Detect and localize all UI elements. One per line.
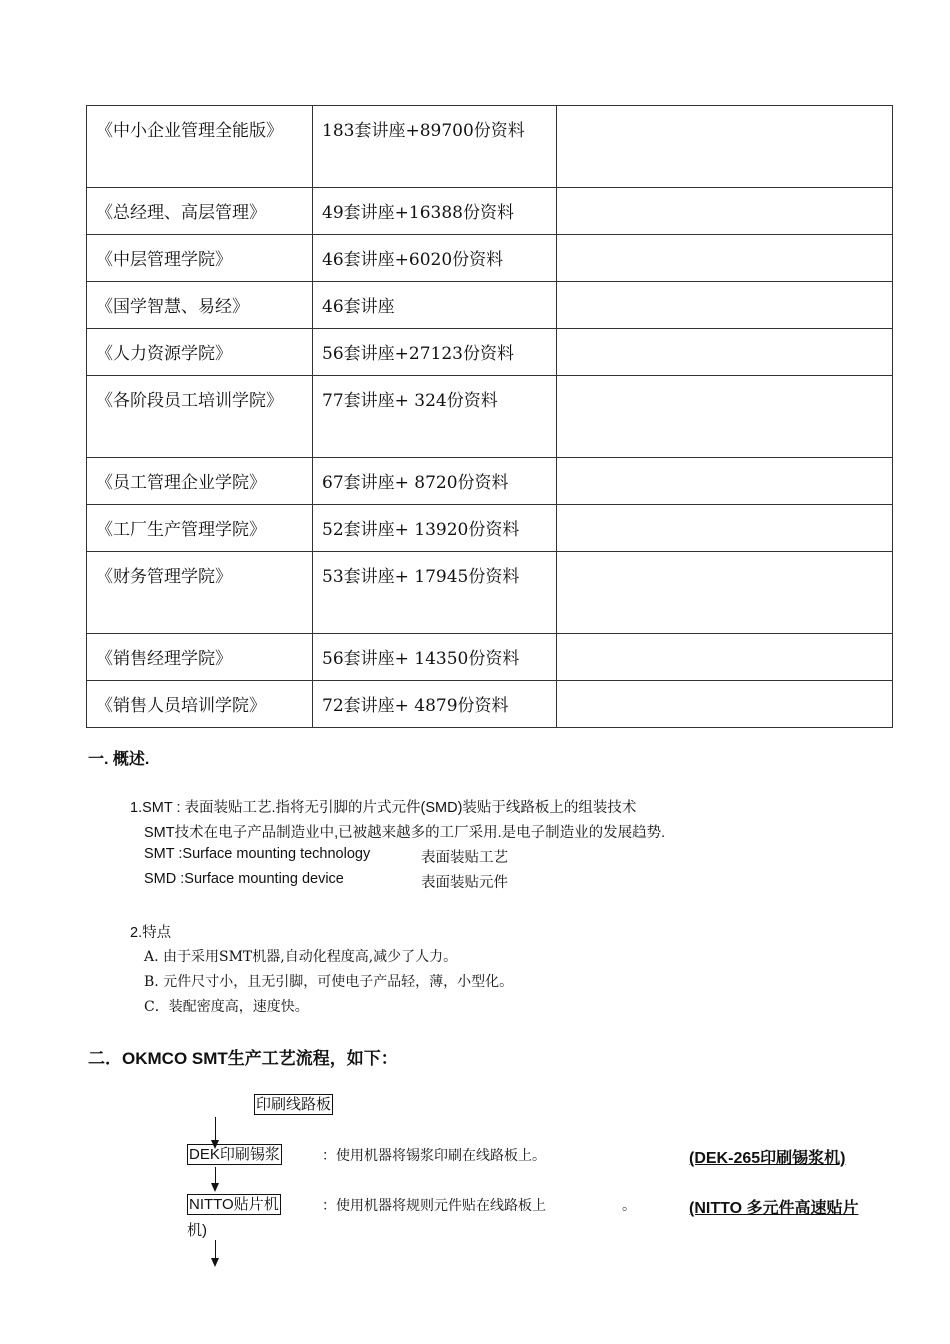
smd-term: SMD :Surface mounting device bbox=[144, 871, 344, 887]
table-cell-content: 46套讲座 bbox=[313, 282, 557, 329]
table-cell-content: 46套讲座+6020份资料 bbox=[313, 235, 557, 282]
flow-arrow-icon bbox=[215, 1117, 216, 1141]
table-cell-content: 72套讲座+ 4879份资料 bbox=[313, 681, 557, 728]
table-row bbox=[87, 235, 893, 282]
features-title: 2.特点 bbox=[130, 925, 172, 941]
feature-a: A. 由于采用SMT机器,自动化程度高,减少了人力。 bbox=[144, 949, 458, 965]
flow-step-nitto-period: 。 bbox=[622, 1198, 636, 1214]
table-cell-note bbox=[557, 235, 893, 282]
table-row bbox=[87, 681, 893, 728]
table-row bbox=[87, 329, 893, 376]
table-cell-note bbox=[557, 505, 893, 552]
flow-step-dek-desc: ：使用机器将锡浆印刷在线路板上。 bbox=[322, 1148, 546, 1164]
smt-definition: 1.SMT : 表面装贴工艺.指将无引脚的片式元件(SMD)装贴于线路板上的组装技术 bbox=[130, 800, 637, 816]
table-row bbox=[87, 282, 893, 329]
table-cell-content: 49套讲座+16388份资料 bbox=[313, 188, 557, 235]
table-cell-name: 《中层管理学院》 bbox=[87, 235, 313, 282]
table-cell-content: 183套讲座+89700份资料 bbox=[313, 106, 557, 188]
smt-trend: SMT技术在电子产品制造业中,已被越来越多的工厂采用.是电子制造业的发展趋势. bbox=[144, 825, 666, 841]
table-cell-name: 《员工管理企业学院》 bbox=[87, 458, 313, 505]
table-row bbox=[87, 458, 893, 505]
table-cell-name: 《总经理、高层管理》 bbox=[87, 188, 313, 235]
table-cell-name: 《人力资源学院》 bbox=[87, 329, 313, 376]
table-cell-note bbox=[557, 376, 893, 458]
table-cell-content: 56套讲座+ 14350份资料 bbox=[313, 634, 557, 681]
flow-step-nitto-cont: 机) bbox=[187, 1222, 207, 1239]
table-cell-content: 56套讲座+27123份资料 bbox=[313, 329, 557, 376]
flow-step-pcb: 印刷线路板 bbox=[256, 1096, 332, 1113]
smt-chinese: 表面装贴工艺 bbox=[421, 850, 508, 866]
table-cell-content: 77套讲座+ 324份资料 bbox=[313, 376, 557, 458]
table-cell-name: 《国学智慧、易经》 bbox=[87, 282, 313, 329]
flow-step-nitto-desc: ：使用机器将规则元件贴在线路板上 bbox=[322, 1198, 546, 1214]
table-cell-note bbox=[557, 458, 893, 505]
table-cell-note bbox=[557, 188, 893, 235]
table-cell-name: 《销售人员培训学院》 bbox=[87, 681, 313, 728]
table-cell-name: 《工厂生产管理学院》 bbox=[87, 505, 313, 552]
feature-b: B. 元件尺寸小，且无引脚，可使电子产品轻，薄，小型化。 bbox=[144, 974, 514, 990]
table-cell-note bbox=[557, 329, 893, 376]
flow-step-dek-machine: (DEK-265印刷锡浆机) bbox=[689, 1150, 846, 1167]
table-cell-content: 67套讲座+ 8720份资料 bbox=[313, 458, 557, 505]
table-row bbox=[87, 505, 893, 552]
table-cell-name: 《销售经理学院》 bbox=[87, 634, 313, 681]
table-cell-name: 《各阶段员工培训学院》 bbox=[87, 376, 313, 458]
table-cell-name: 《中小企业管理全能版》 bbox=[87, 106, 313, 188]
table-row bbox=[87, 188, 893, 235]
flow-arrow-icon bbox=[215, 1167, 216, 1184]
table-cell-note bbox=[557, 282, 893, 329]
table-row bbox=[87, 376, 893, 458]
flow-arrow-icon bbox=[215, 1240, 216, 1259]
table-row bbox=[87, 634, 893, 681]
table-row bbox=[87, 552, 893, 634]
table-cell-note bbox=[557, 106, 893, 188]
table-cell-note bbox=[557, 634, 893, 681]
table-cell-name: 《财务管理学院》 bbox=[87, 552, 313, 634]
table-cell-note bbox=[557, 552, 893, 634]
section1-heading: 一. 概述. bbox=[88, 751, 150, 768]
table-cell-content: 52套讲座+ 13920份资料 bbox=[313, 505, 557, 552]
smt-term: SMT :Surface mounting technology bbox=[144, 846, 371, 862]
table-row bbox=[87, 106, 893, 188]
flow-step-nitto-machine: (NITTO 多元件高速贴片 bbox=[689, 1200, 859, 1217]
table-cell-note bbox=[557, 681, 893, 728]
section2-heading: 二．OKMCO SMT生产工艺流程，如下： bbox=[88, 1049, 398, 1068]
smd-chinese: 表面装贴元件 bbox=[421, 875, 508, 891]
catalog-table bbox=[86, 105, 893, 728]
flow-step-dek: DEK印刷锡浆 bbox=[189, 1146, 280, 1163]
table-cell-content: 53套讲座+ 17945份资料 bbox=[313, 552, 557, 634]
flow-step-nitto: NITTO贴片机 bbox=[189, 1196, 279, 1213]
feature-c: C．装配密度高，速度快。 bbox=[144, 999, 309, 1015]
